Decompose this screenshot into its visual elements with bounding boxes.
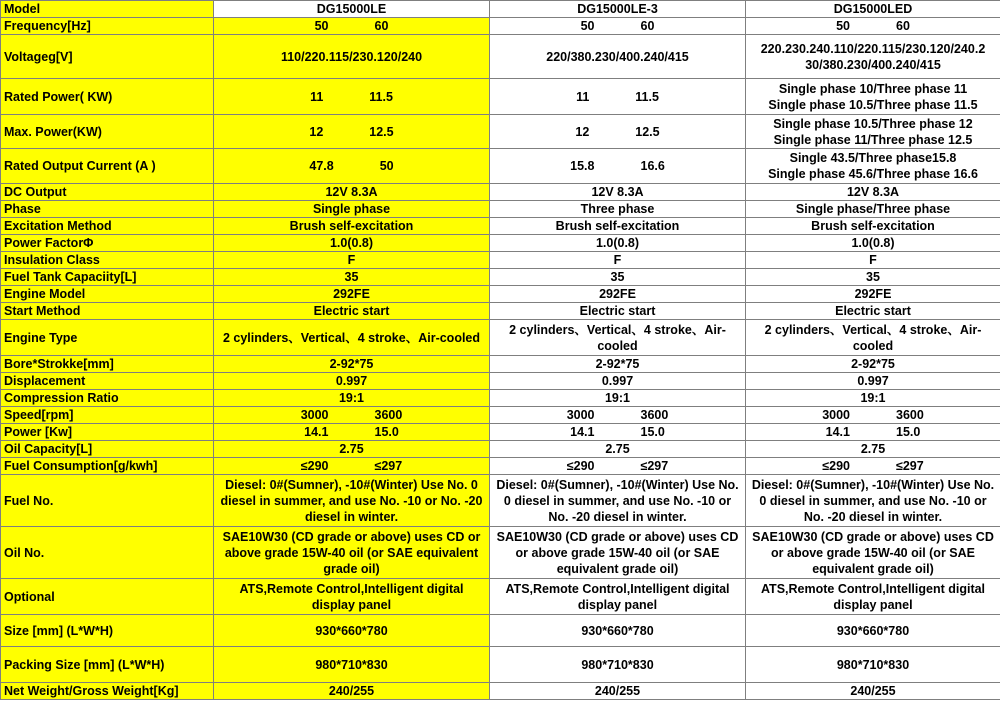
- row-packing-size: [1, 647, 1000, 683]
- value-le: 3000 3600: [214, 407, 490, 424]
- header-row: [1, 1, 1000, 18]
- row-weight: [1, 683, 1000, 700]
- row-size: [1, 615, 1000, 647]
- value-le: 2.75: [214, 441, 490, 458]
- header-label: Model: [1, 1, 214, 18]
- value-led: 19:1: [746, 390, 1000, 407]
- row-start-method: [1, 303, 1000, 320]
- row-label: Displacement: [1, 373, 214, 390]
- value-le-3: 19:1: [490, 390, 746, 407]
- value-le: Diesel: 0#(Sumner), -10#(Winter) Use No. 0 diesel in summer, and use No. -10 or No. -20 diesel in winter.: [214, 475, 490, 527]
- row-optional: [1, 579, 1000, 615]
- row-label: Optional: [1, 579, 214, 615]
- row-insulation: [1, 252, 1000, 269]
- value-le: 2-92*75: [214, 356, 490, 373]
- row-label: Bore*Strokke[mm]: [1, 356, 214, 373]
- row-label: Fuel Tank Capaciity[L]: [1, 269, 214, 286]
- value-le-3: 14.1 15.0: [490, 424, 746, 441]
- value-le-3: 930*660*780: [490, 615, 746, 647]
- row-oil-no: [1, 527, 1000, 579]
- value-le: Brush self-excitation: [214, 218, 490, 235]
- value-led: Single phase 10/Three phase 11 Single phase 10.5/Three phase 11.5: [746, 79, 1000, 115]
- value-le: 11 11.5: [214, 79, 490, 115]
- value-le-3: 292FE: [490, 286, 746, 303]
- value-le: Electric start: [214, 303, 490, 320]
- row-label: Oil Capacity[L]: [1, 441, 214, 458]
- value-led: 2-92*75: [746, 356, 1000, 373]
- value-le: 35: [214, 269, 490, 286]
- model-le-3: DG15000LE-3: [490, 1, 746, 18]
- row-label: Net Weight/Gross Weight[Kg]: [1, 683, 214, 700]
- row-label: Compression Ratio: [1, 390, 214, 407]
- row-label: Fuel Consumption[g/kwh]: [1, 458, 214, 475]
- row-power-factor: [1, 235, 1000, 252]
- row-label: Phase: [1, 201, 214, 218]
- value-le: ATS,Remote Control,Intelligent digital display panel: [214, 579, 490, 615]
- value-le-3: F: [490, 252, 746, 269]
- value-led: Brush self-excitation: [746, 218, 1000, 235]
- value-le: 292FE: [214, 286, 490, 303]
- value-le: 240/255: [214, 683, 490, 700]
- row-label: Max. Power(KW): [1, 115, 214, 149]
- value-led: ≤290 ≤297: [746, 458, 1000, 475]
- row-frequency: [1, 18, 1000, 35]
- value-led: 2 cylinders、Vertical、4 stroke、Air-cooled: [746, 320, 1000, 356]
- value-le-3: 240/255: [490, 683, 746, 700]
- value-le-3: 35: [490, 269, 746, 286]
- row-engine-model: [1, 286, 1000, 303]
- row-rated-current: [1, 149, 1000, 184]
- value-le-3: Brush self-excitation: [490, 218, 746, 235]
- value-le-3: 12V 8.3A: [490, 184, 746, 201]
- row-dc-output: [1, 184, 1000, 201]
- value-le: F: [214, 252, 490, 269]
- value-le-3: 2.75: [490, 441, 746, 458]
- value-le-3: 2 cylinders、Vertical、4 stroke、Air-cooled: [490, 320, 746, 356]
- value-led: 3000 3600: [746, 407, 1000, 424]
- row-label: Start Method: [1, 303, 214, 320]
- row-fuel-consumption: [1, 458, 1000, 475]
- row-label: Power FactorΦ: [1, 235, 214, 252]
- value-led: 0.997: [746, 373, 1000, 390]
- row-bore-stroke: [1, 356, 1000, 373]
- value-le-3: SAE10W30 (CD grade or above) uses CD or above grade 15W-40 oil (or SAE equivalent grade oil): [490, 527, 746, 579]
- value-le-3: 2-92*75: [490, 356, 746, 373]
- value-le: SAE10W30 (CD grade or above) uses CD or above grade 15W-40 oil (or SAE equivalent grade oil): [214, 527, 490, 579]
- value-led: Diesel: 0#(Sumner), -10#(Winter) Use No. 0 diesel in summer, and use No. -10 or No. -20 diesel in winter.: [746, 475, 1000, 527]
- value-led: Single phase 10.5/Three phase 12 Single phase 11/Three phase 12.5: [746, 115, 1000, 149]
- value-led: 240/255: [746, 683, 1000, 700]
- row-label: Oil No.: [1, 527, 214, 579]
- value-le-3: 0.997: [490, 373, 746, 390]
- row-excitation: [1, 218, 1000, 235]
- value-le: ≤290 ≤297: [214, 458, 490, 475]
- value-le-3: 980*710*830: [490, 647, 746, 683]
- value-le: 47.8 50: [214, 149, 490, 184]
- value-led: 1.0(0.8): [746, 235, 1000, 252]
- value-le: 930*660*780: [214, 615, 490, 647]
- row-phase: [1, 201, 1000, 218]
- value-led: 12V 8.3A: [746, 184, 1000, 201]
- row-max-power: [1, 115, 1000, 149]
- value-led: 292FE: [746, 286, 1000, 303]
- value-led: Single 43.5/Three phase15.8 Single phase 45.6/Three phase 16.6: [746, 149, 1000, 184]
- value-led: Single phase/Three phase: [746, 201, 1000, 218]
- row-label: Speed[rpm]: [1, 407, 214, 424]
- value-le-3: 11 11.5: [490, 79, 746, 115]
- row-engine-type: [1, 320, 1000, 356]
- row-label: Size [mm] (L*W*H): [1, 615, 214, 647]
- value-led: Electric start: [746, 303, 1000, 320]
- value-led: ATS,Remote Control,Intelligent digital display panel: [746, 579, 1000, 615]
- row-label: Engine Type: [1, 320, 214, 356]
- value-le-3: Three phase: [490, 201, 746, 218]
- row-label: Voltageg[V]: [1, 35, 214, 79]
- value-le: Single phase: [214, 201, 490, 218]
- row-label: Rated Power( KW): [1, 79, 214, 115]
- value-led: SAE10W30 (CD grade or above) uses CD or above grade 15W-40 oil (or SAE equivalent grade oil): [746, 527, 1000, 579]
- value-le: 110/220.115/230.120/240: [214, 35, 490, 79]
- row-compression: [1, 390, 1000, 407]
- row-label: Engine Model: [1, 286, 214, 303]
- value-le: 0.997: [214, 373, 490, 390]
- value-le-3: Electric start: [490, 303, 746, 320]
- value-led: 930*660*780: [746, 615, 1000, 647]
- row-label: Packing Size [mm] (L*W*H): [1, 647, 214, 683]
- value-le-3: 3000 3600: [490, 407, 746, 424]
- value-le: 980*710*830: [214, 647, 490, 683]
- value-le: 14.1 15.0: [214, 424, 490, 441]
- model-led: DG15000LED: [746, 1, 1000, 18]
- value-le: 50 60: [214, 18, 490, 35]
- value-le-3: 220/380.230/400.240/415: [490, 35, 746, 79]
- row-label: Excitation Method: [1, 218, 214, 235]
- model-le: DG15000LE: [214, 1, 490, 18]
- value-led: 14.1 15.0: [746, 424, 1000, 441]
- row-oil-capacity: [1, 441, 1000, 458]
- row-fuel-no: [1, 475, 1000, 527]
- value-le-3: 50 60: [490, 18, 746, 35]
- row-label: Rated Output Current (A ): [1, 149, 214, 184]
- row-voltage: [1, 35, 1000, 79]
- value-le: 2 cylinders、Vertical、4 stroke、Air-cooled: [214, 320, 490, 356]
- value-led: 2.75: [746, 441, 1000, 458]
- value-le-3: ATS,Remote Control,Intelligent digital display panel: [490, 579, 746, 615]
- row-label: DC Output: [1, 184, 214, 201]
- value-le-3: Diesel: 0#(Sumner), -10#(Winter) Use No. 0 diesel in summer, and use No. -10 or No. -20 diesel in winter.: [490, 475, 746, 527]
- value-led: F: [746, 252, 1000, 269]
- row-label: Insulation Class: [1, 252, 214, 269]
- row-displacement: [1, 373, 1000, 390]
- value-led: 35: [746, 269, 1000, 286]
- row-power: [1, 424, 1000, 441]
- value-led: 50 60: [746, 18, 1000, 35]
- value-le: 12V 8.3A: [214, 184, 490, 201]
- value-led: 220.230.240.110/220.115/230.120/240.2 30/380.230/400.240/415: [746, 35, 1000, 79]
- row-fuel-tank: [1, 269, 1000, 286]
- row-label: Fuel No.: [1, 475, 214, 527]
- value-le: 1.0(0.8): [214, 235, 490, 252]
- value-le-3: 1.0(0.8): [490, 235, 746, 252]
- value-le-3: 15.8 16.6: [490, 149, 746, 184]
- row-label: Frequency[Hz]: [1, 18, 214, 35]
- value-led: 980*710*830: [746, 647, 1000, 683]
- value-le-3: 12 12.5: [490, 115, 746, 149]
- value-le: 12 12.5: [214, 115, 490, 149]
- value-le: 19:1: [214, 390, 490, 407]
- row-speed: [1, 407, 1000, 424]
- row-label: Power [Kw]: [1, 424, 214, 441]
- row-rated-power: [1, 79, 1000, 115]
- value-le-3: ≤290 ≤297: [490, 458, 746, 475]
